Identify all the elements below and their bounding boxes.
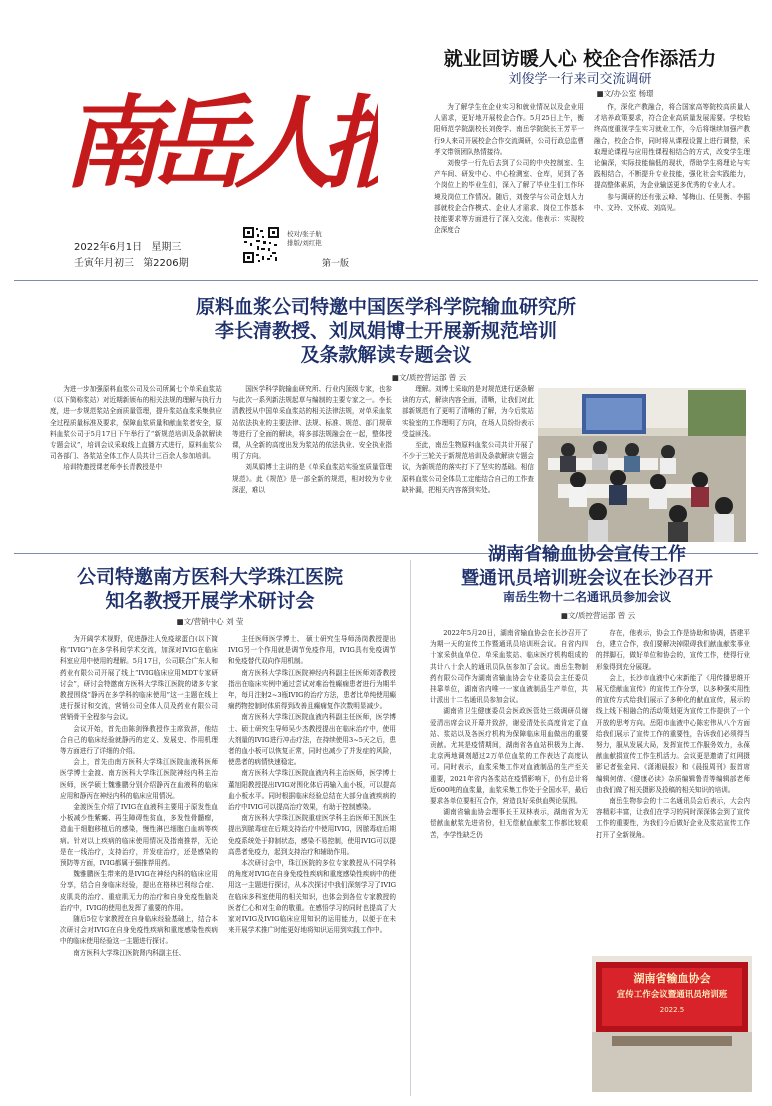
article-column: [402, 384, 534, 496]
paragraph: 刘俊学一行先后去到了公司的中央控制室、生产车间、研发中心、中心检测室、仓库，见到了各个岗位上的毕业生们，深入了解了毕业生们工作环境及岗位工作情况。随后，刘俊学与公司企划人力部就校企合作模式、企业人才需求、岗位工作基本技能要求等方面进行了深入交流。他表示：实现校企深度合: [434, 159, 584, 235]
issue-number: 第2206期: [143, 258, 189, 269]
article-column: [50, 384, 222, 474]
banner-date: 2022.5: [659, 1006, 685, 1014]
paragraph: 为了解学生在企业实习和就业情况以及企业用人需求，更好地开展校企合作。5月25日上午，衡阳师范学院副校长刘俊学、南岳学院院长王芳平一行9人来司开展校企合作交流调研，公司行政总监曹孝文带领团队热情接待。: [434, 103, 584, 156]
article-column: [232, 384, 392, 496]
paragraph: 国医学科学院输血研究所、行业内顶级专家，也参与此次一系列新法规起草与编制的主要专家之一。李长清教授从中国单采血浆站的相关法律法规，对单采血浆站依法执业的主要法律、法规、标准、规范、部门规章等进行了全面的解读，将多部法规融会在一起，整体授课，从全新的高度出发为浆站的依法执业、安全执业指明了方向。: [232, 385, 392, 461]
masthead-logo-text: 南岳人报: [62, 84, 378, 200]
paragraph: 随后5位专家教授在自身临床经验基础上，结合本次研讨会对IVIG在自身免疫性疾病和重度感染性疾病中的临床使用经验这一主题进行探讨。: [60, 915, 218, 946]
training-session-photo: [538, 388, 746, 542]
paragraph: 南方医科大学珠江医院血液内科主治医师，医学博士董旭阳教授提出IVIG对围化体后再输入血小板，可以提高血小板水平。同时根据临床经验总结在大部分血液疾病的治疗中IVIG可以提高治疗效果，有助于控制感染。: [228, 769, 396, 812]
page-number: 第一版: [322, 259, 350, 269]
article-title-line: 公司特邀南方医科大学珠江医院: [76, 566, 343, 588]
paragraph: 南方医科大学珠江医院重症医学科主治医师王凯医生提出到脓毒症在后期支持治疗中使用IVIG，因脓毒症后期免疫系统处于抑制状态，感染不易控制，使用IVIG可以提高患者免疫力，起到支持治疗和辅助作用。: [228, 814, 396, 856]
article-byline: ■文/质控营运部 曾 云: [560, 611, 636, 620]
paragraph: 会议开始，首先由陈剑锋教授作主席致辞，他结合自己的临床经验就静丙的定义、发展史、作用机理等方面进行了详细的介绍。: [60, 724, 218, 756]
paragraph: 南方医科大学珠江医院血液内科副主任医师，医学博士、硕士研究生导师吴少杰教授提出在临床治疗中，使用大剂量的IVIG进行冲击疗法，在持续使用3~5天之后，患者的血小板可以恢复正常，同时也减少了并发症的风险，使患者的病情快速稳定。: [228, 713, 396, 767]
article-subtitle: 刘俊学一行来司交流调研: [508, 72, 652, 87]
paragraph: 湖南省卫生健康委员会医政医管处三级调研员谢爱清出席会议开幕并致辞，谢爱清处长高度肯定了血站、浆站以及各医疗机构为保障临床用血做出的重要贡献。尤其是疫情期间，湖南省各血站积极为上海、北京两地调剂超过2万单位血浆的工作表达了高度认可。同时表示，血浆采集工作对血液制品的生产至关重要，2021年省内各浆站在疫情影响下，仍有总计将近600吨的血浆量，血浆采集工作处于全国水平，最后要求各单位要相互合作，营造良好采供血舆论氛围。: [430, 707, 588, 806]
article-title: 就业回访暖人心 校企合作添活力: [443, 48, 717, 70]
proofreader-credit: 校对/张子航: [287, 230, 322, 238]
paragraph: 本次研讨会中，珠江医院的多位专家教授从不同学科的角度对IVIG在自身免疫性疾病和重度感染性疾病中的使用这一主题进行探讨，从本次探讨中我们深刻学习了IVIG在临床多科室使用的相关知识，也体会到各位专家教授的医者仁心和对生命的敬重。在感悟学习的同时也提高了大家对IVIG及IVIG临床应用知识的运用能力，以便于在未来开展学术推广时能更好地将知识运用到实践工作中。: [228, 859, 396, 935]
paragraph: 湖南省输血协会理事长王双林表示，湖南省为无偿献血献浆先进省份，但无偿献血献浆工作都比较艰苦，李学性缺乏仍: [430, 808, 588, 839]
article-title-line: 及条款解读专题会议: [300, 344, 472, 366]
article-transfusion-association: [414, 544, 760, 1096]
article-byline: ■文/质控营运部 曾 云: [391, 373, 467, 382]
article-title-line: 原料血浆公司特邀中国医学科学院输血研究所: [195, 296, 576, 318]
banner-line-1: 湖南省输血协会: [633, 972, 711, 985]
paragraph: 培训特邀授课老师李长青教授是中: [63, 463, 163, 472]
paragraph: 为进一步加强原料血浆公司及公司所属七个单采血浆站（以下简称浆站）对近期新颁布的相关法规的理解与执行力度，进一步规范浆站全面质量管理，提升浆站血浆采集供应全过程质量标准及要求，保障血浆质量和献血浆者安全，原料血浆公司于5月17日下午举行了“新规范培训及条款解读专题会议”，培训会议采取线上直播方式进行，原料血浆公司各部门、各浆站全体工作人员共计三百余人参加培训。: [50, 385, 222, 461]
issue-date: 2022年6月1日: [74, 242, 143, 253]
paragraph: 魏雅鹏医生带来的是IVIG在神经内科的临床应用分享，结合自身临床经验，提出在格林巴利综合症、皮肌炎的治疗、重症肌无力的治疗和自身免疫性脑炎治疗中，IVIG的使用也发挥了重要的作用。: [60, 870, 218, 912]
article-column: [596, 628, 750, 841]
paragraph: 会上，长沙市血液中心宋新能了《用传播思维开展无偿献血宣传》的宣传工作分享，以多种强实用性的宣传方式给我们展示了多种化的献血宣传，展示的线上线下相融合的活动策划更为宣传工作提供了一个开放的思考方向。岳阳市血液中心陈宏伟从八个方面给我们展示了宣传工作的重要性，告诉我们必须得当努力，服从发展大局，发挥宣传工作服务效力，永葆献血献捐宣传工作生机活力。会议更是邀请了红网摄影记者张金同、《潇湘晨报》和《晨报周刊》报首席编辑何倩、《健康必读》杂质编辑鲁青等编辑部老师由我们做了相关摄影及投稿的相关知识的培训。: [596, 673, 750, 794]
qr-code-icon: [242, 226, 280, 264]
issue-lunar-date: 壬寅年月初三: [74, 258, 134, 269]
article-column: [594, 102, 750, 214]
paragraph: 南岳生物参会的十二名通讯员会后表示，大会内容精彩丰富，让我们在学习的同时深深体会到了宣传工作的重要性，为我们今后做好企业及浆站宣传工作打开了全新视角。: [596, 797, 750, 839]
article-campus-visit: [400, 40, 760, 276]
article-title-line: 暨通讯员培训班会议在长沙召开: [461, 568, 713, 589]
paragraph: 2022年5月20日，湖南省输血协会在长沙召开了为期一天的宣传工作暨通讯员培训班会议。自省内四十家采供血单位、单采血浆站、临床医疗机构组成的共计八十余人的通讯员队伍参加了会议。南岳生物制药有限公司作为湖南省输血协会专业委员会主任委员挂靠单位，湖南省内唯一一家血液制品生产单位，共计派出十二名通讯员参加会议。: [430, 629, 588, 705]
conference-photo: [592, 956, 752, 1092]
article-title-line: 知名教授开展学术研讨会: [105, 590, 315, 612]
paragraph: 存在，他表示，协会工作是协助和协调，搭建平台，建立合作，我们要解决掉限碍我们献血献浆事业的拌脚石，做好单位和协会的，宣传工作，使得行业形象得到充分展现。: [596, 629, 750, 671]
article-column: [60, 634, 218, 959]
article-plasma-training: [14, 288, 758, 550]
banner-line-2: 宣传工作会议暨通讯员培训班: [616, 990, 728, 1000]
paragraph: 会上，首先由南方医科大学珠江医院血液科医师 医学博士金渡、南方医科大学珠江医院神经内科主治医师，医学硕士魏雅鹏分别介绍静丙在血液科的临床应用和静丙在神经内科的临床应用情况。: [60, 758, 218, 800]
paragraph: 南方医科大学珠江医院神经内科副主任医师刘香教授指出在临床实例中通过尝试对难治性癫痫患者进行为期半年，每月注射2~3瓶IVIG的治疗方法，患者比单纯使用癫痫药物控制时体质得到改善且癫痫复作次数明显减少。: [228, 668, 396, 711]
issue-weekday: 星期三: [151, 242, 182, 253]
paragraph: 作，深化产教融合，将合国家高等院校高质量人才培养政策要求，符合企业高质量发展需要。学校始终高度重视学生实习就业工作，今后将继续加强产教融合，校企合作，同时将从课程设置上进行调整，采取理论课程与应用性课程相结合的方式，改变学生理论偏深，实际技能偏低的现状，帮助学生将理论与实践相结合，不断提升专业技能，强化社会实践能力，提高整体素质，为企业输送更多优秀的专业人才。: [594, 103, 750, 190]
paragraph: 南方医科大学珠江医院肾内科副主任、: [73, 948, 186, 957]
paragraph: 为开阔学术视野，促进静注人免疫球蛋白(以下简称“IVIG”)在多学科间学术交流，加深对IVIG在临床科室应用中使用的理解。5月17日，公司联合广东人和药业有限公司开展了线上“IVIG临床应用MDT专家研讨会”，研讨会特邀南方医科大学珠江医院的诸多专家教授围绕“静丙在多学科的临床使用”这一主题在线上进行探讨和交流，营销公司全体人员及药业有限公司营销骨干全程参与会议。: [60, 635, 218, 722]
paragraph: 至此，南岳生物原料血浆公司共计开展了不少于三轮关于新规范培训及条款解读专题会议，为新规范的落实打下了坚实的基础。相信原料血浆公司全体员工定能结合自己的工作查缺补漏，把相关内容落到实处。: [402, 441, 534, 494]
layout-credit: 排版/刘红艳: [287, 239, 322, 247]
article-title-line: 李长清教授、刘凤娟博士开展新规范培训: [214, 320, 557, 342]
article-title-line: 湖南省输血协会宣传工作: [488, 544, 686, 565]
paragraph: 刘凤娟博士主讲的是《单采血浆站实验室质量管理规范》。此《规范》是一部全新的规范，相对较为专业深涩，难以: [232, 463, 392, 494]
article-column: [228, 634, 396, 936]
article-byline: ■文/营销中心 刘 莹: [176, 617, 244, 626]
masthead-logo: [58, 70, 378, 200]
article-column: [434, 102, 584, 236]
paragraph: 金渡医生介绍了IVIG在血液科主要用于原发性血小板减少性紫癜、再生障碍性贫血，多发性骨髓瘤，造血干细胞移植后的感染，慢性淋巴细胞白血病等疾病。针对以上疾病的临床使用情况及指南推荐，无论是在一线治疗，支持治疗，并发症治疗，还是感染的预防等方面，IVIG都属于强推荐用药。: [60, 803, 218, 868]
paragraph: 理解。刘博士采取的是对规范进行逐条解读的方式，解读内容全面，清晰，让我们对此部新规范有了更明了清晰的了解，为今后浆站实验室的工作理明了方向，在场人员纷纷表示受益匪浅。: [402, 385, 534, 438]
paragraph: 参与调研的还有张云峰、邹梅山、任昊衡、李掘中、文玲、文怀成、刘高见。: [594, 192, 750, 212]
paragraph: 主任医师医学博士、 硕士研究生导师汤岗教授提出IVIG另一个作用就是调节免疫作用，IVIG具有免疫调节和免疫替代双向作用机制。: [228, 635, 396, 666]
article-byline: ■文/办公室 杨璟: [596, 89, 654, 98]
article-subtitle: 南岳生物十二名通讯员参加会议: [502, 590, 671, 604]
article-column: [430, 628, 588, 841]
masthead: [0, 0, 400, 272]
article-academic-seminar: [14, 556, 406, 1096]
